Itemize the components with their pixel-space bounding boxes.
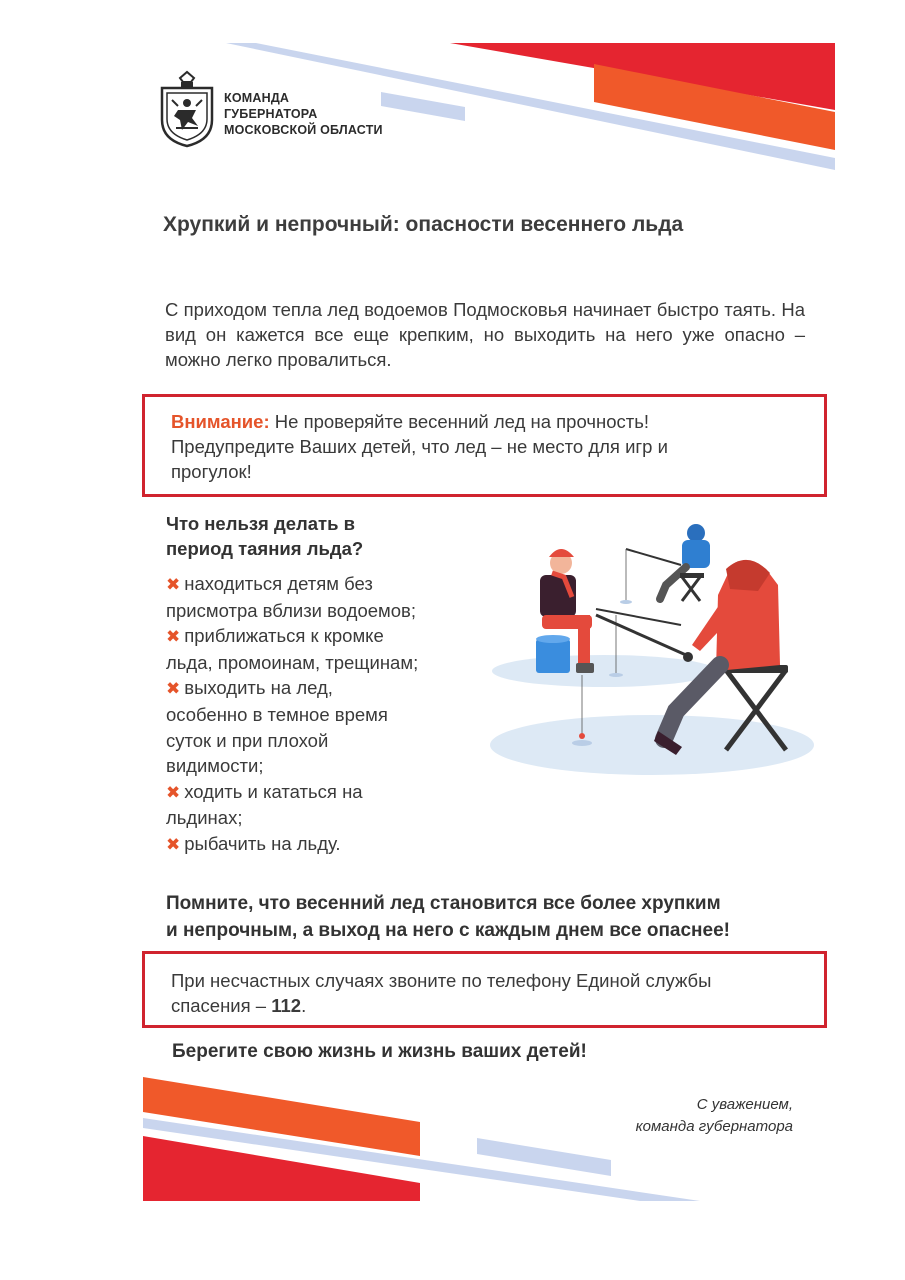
org-name-line3: МОСКОВСКОЙ ОБЛАСТИ bbox=[224, 123, 383, 137]
cross-icon: ✖ bbox=[166, 782, 181, 802]
org-name-line1: КОМАНДА bbox=[224, 91, 290, 105]
list-item: ✖ приближаться к кромке bbox=[166, 625, 384, 647]
list-item-cont: присмотра вблизи водоемов; bbox=[166, 599, 417, 621]
ice-fishing-illustration bbox=[486, 515, 816, 780]
cross-icon: ✖ bbox=[166, 627, 181, 647]
emergency-line2: спасения – 112. bbox=[171, 995, 307, 1016]
list-item-cont: суток и при плохой bbox=[166, 729, 329, 751]
list-item: ✖ находиться детям без bbox=[166, 573, 373, 594]
signature bbox=[636, 1094, 793, 1138]
org-name-line2: ГУБЕРНАТОРА bbox=[224, 107, 318, 121]
list-item-cont: особенно в темное время bbox=[166, 703, 388, 725]
org-name bbox=[224, 90, 383, 138]
protect-slogan: Берегите свою жизнь и жизнь ваших детей! bbox=[172, 1041, 587, 1062]
warning-line1 bbox=[171, 409, 800, 434]
list-item: ✖ выходить на лед, bbox=[166, 677, 333, 699]
list-item-cont: льдинах; bbox=[166, 807, 243, 829]
page-title: Хрупкий и непрочный: опасности весеннего льда bbox=[163, 213, 684, 236]
remember-line1: Помните, что весенний лед становится все более хрупким bbox=[166, 893, 721, 914]
remember-statement bbox=[166, 890, 730, 944]
remember-line2: и непрочным, а выход на него с каждым днем все опаснее! bbox=[166, 920, 730, 941]
cross-icon: ✖ bbox=[166, 679, 181, 699]
list-item-cont: льда, промоинам, трещинам; bbox=[166, 651, 419, 673]
donts-heading bbox=[166, 511, 363, 561]
bottom-decor-stripes bbox=[0, 1070, 905, 1210]
emergency-number: 112 bbox=[271, 995, 302, 1016]
warning-label: Внимание: bbox=[171, 411, 270, 432]
intro-paragraph: С приходом тепла лед водоемов Подмосковья начинает быстро таять. На вид он кажется все еще крепким, но выходить на него уже опасно – можно легко провалиться. bbox=[165, 299, 805, 370]
top-decor-stripes bbox=[0, 0, 905, 200]
emergency-line1: При несчастных случаях звоните по телефону Единой службы bbox=[171, 970, 712, 991]
bottom-blue-bar bbox=[477, 1138, 611, 1176]
warning-line3: прогулок! bbox=[171, 461, 252, 482]
far-fisherman bbox=[620, 524, 710, 604]
warning-line2: Предупредите Ваших детей, что лед – не место для игр и bbox=[171, 436, 668, 457]
emergency-box bbox=[142, 951, 827, 1028]
coat-of-arms-logo bbox=[158, 70, 216, 148]
donts-heading-line2: период таяния льда? bbox=[166, 538, 364, 559]
list-item-cont: видимости; bbox=[166, 755, 264, 777]
signature-line2: команда губернатора bbox=[635, 1118, 793, 1135]
list-item: ✖ рыбачить на льду. bbox=[166, 832, 341, 854]
warning-box bbox=[142, 394, 827, 497]
donts-list bbox=[166, 571, 418, 858]
cross-icon: ✖ bbox=[166, 834, 181, 854]
cross-icon: ✖ bbox=[166, 575, 181, 594]
signature-line1: С уважением, bbox=[696, 1096, 793, 1113]
list-item: ✖ ходить и кататься на bbox=[166, 780, 363, 802]
top-blue-bar bbox=[381, 92, 465, 121]
donts-heading-line1: Что нельзя делать в bbox=[166, 513, 355, 534]
ice-patch-small bbox=[492, 655, 716, 687]
warning-text1: Не проверяйте весенний лед на прочность! bbox=[269, 411, 649, 432]
